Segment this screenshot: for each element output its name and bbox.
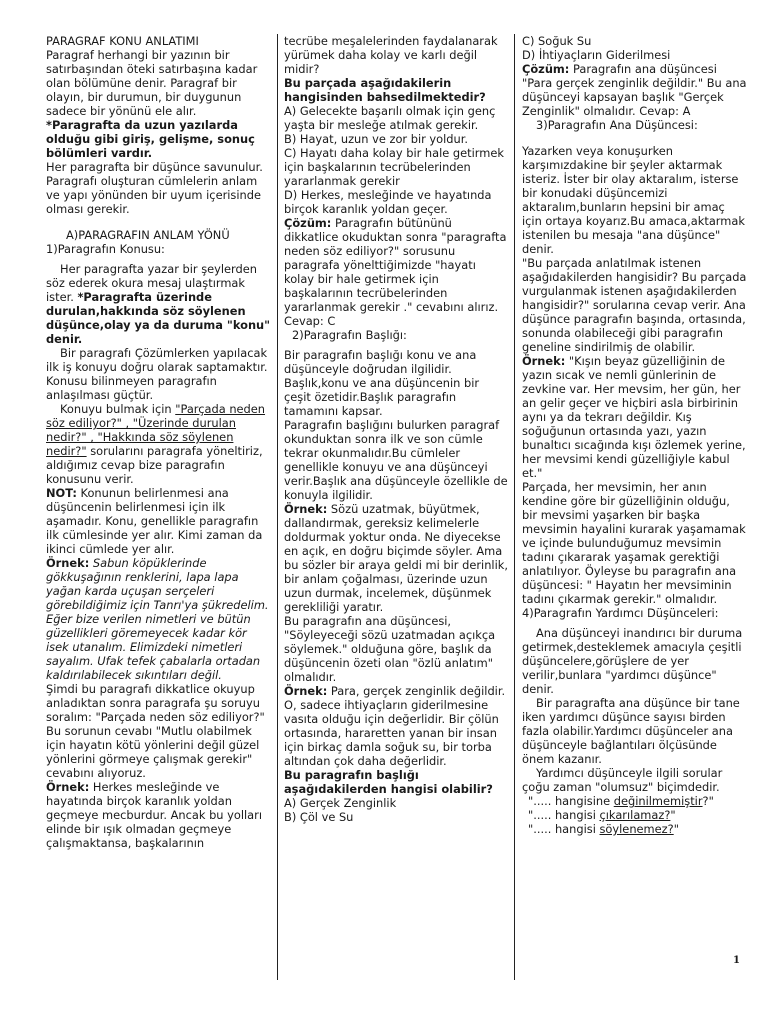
paragraph-bold: *Paragrafta da uzun yazılarda olduğu gibi giriş, gelişme, sonuç bölümleri vardır. bbox=[46, 118, 255, 160]
solution: Çözüm: Paragrafın ana düşüncesi "Para gerçek zenginlik değildir." Bu ana düşünceyi kapsayan başlık "Gerçek Zenginlik" olmalıdır. Cevap: A bbox=[522, 62, 747, 118]
section-heading: A)PARAGRAFIN ANLAM YÖNÜ bbox=[66, 228, 230, 242]
example: Örnek: Para, gerçek zenginlik değildir. O, sadece ihtiyaçların giderilmesine vasıta olduğu için değerlidir. Bir çölün ortasında, hararetten yanan bir insan için birkaç damla soğuk su, bir torba altından çok daha değerlidir. bbox=[284, 684, 506, 768]
column-divider bbox=[514, 34, 515, 980]
column-divider bbox=[277, 34, 278, 980]
note-label: NOT: bbox=[46, 486, 77, 500]
subheading: 1)Paragrafın Konusu: bbox=[46, 242, 165, 256]
paragraph: Her paragrafta yazar bir şeylerden söz ederek okura mesaj ulaştırmak ister. *Paragrafta üzerinde durulan,hakkında söz söylenen düşünce,olay ya da duruma "konu" denir. bbox=[46, 262, 271, 346]
column-3 bbox=[522, 34, 748, 836]
list-item: "..... hangisi çıkarılamaz?" bbox=[528, 808, 676, 822]
paragraph: Paragrafın başlığını bulurken paragraf okunduktan sonra ilk ve son cümle tekrar okunmalıdır.Bu cümleler genellikle konuyu ve ana düşünceyi verir.Başlık ana düşünceyle özellikle de konuyla ilgilidir. bbox=[284, 418, 508, 502]
paragraph: "Bu parçada anlatılmak istenen aşağıdakilerden hangisidir? Bu parçada vurgulanmak istenen aşağıdakilerden hangisidir?" sorularına cevap verir. Ana düşünce paragrafın başında, ortasında, sonunda olabileceği gibi paragrafın geneline sindirilmiş de olabilir. bbox=[522, 256, 747, 354]
example: Örnek: "Kışın beyaz güzelliğinin de yazın sıcak ve nemli günlerinin de zevkine var. Her mevsim, her gün, her an gelir geçer ve hiçbiri asla birbirinin aynı ya da tekrarı değildir. Kış soğuğunun ortasında yazı, yazın bunaltıcı sıcağında kışı özlemek yerine, her mevsimi kendi güzelliğiyle kabul et." bbox=[522, 354, 746, 480]
question: Bu paragrafın başlığı aşağıdakilerden hangisi olabilir? bbox=[284, 768, 493, 796]
column-1 bbox=[46, 34, 272, 850]
question: Bu parçada aşağıdakilerin hangisinden bahsedilmektedir? bbox=[284, 76, 486, 104]
option-a: A) Gelecekte başarılı olmak için genç yaşta bir mesleğe atılmak gerekir. bbox=[284, 104, 496, 132]
option-d: D) Herkes, mesleğinde ve hayatında birçok karanlık yoldan geçer. bbox=[284, 188, 492, 216]
document-title: PARAGRAF KONU ANLATIMI bbox=[46, 34, 199, 48]
paragraph: Şimdi bu paragrafı dikkatlice okuyup anladıktan sonra paragrafa şu soruyu soralım: "Parçada neden söz ediliyor?" Bu sorunun cevabı "Mutlu olabilmek için hayatın kötü yönlerini değil güzel yönlerini görmeye çalışmak gerekir" cevabını alıyoruz. bbox=[46, 682, 265, 780]
paragraph: tecrübe meşalelerinden faydalanarak yürümek daha kolay ve karlı değil midir? bbox=[284, 34, 498, 76]
option-a: A) Gerçek Zenginlik bbox=[284, 796, 397, 810]
paragraph: Bir paragrafın başlığı konu ve ana düşünceyle doğrudan ilgilidir. Başlık,konu ve ana düşüncenin bir çeşit özetidir.Başlık paragrafın tamamını kapsar. bbox=[284, 348, 480, 418]
paragraph: Parçada, her mevsimin, her anın kendine göre bir güzelliğinin olduğu, bir mevsimi yaşarken bir başka mevsimin hayalini kurarak yaşamamak ve içinde bulunduğumuz mevsimin tadını çıkararak yaşamak gerektiği anlatılıyor. Öyleyse bu paragrafın ana düşüncesi: " Hayatın her mevsiminin tadını çıkarmak gerekir." olmalıdır. bbox=[522, 480, 746, 606]
option-d: D) İhtiyaçların Giderilmesi bbox=[522, 48, 671, 62]
underlined-span: "Parçada neden söz ediliyor?" , "Üzerinde durulan nedir?" , "Hakkında söz söylenen nedir?" bbox=[46, 402, 266, 458]
paragraph: Bir paragrafı Çözümlerken yapılacak ilk iş konuyu doğru olarak saptamaktır. Konusu bilinmeyen paragrafın anlaşılması güçtür. bbox=[46, 346, 268, 402]
option-b: B) Hayat, uzun ve zor bir yoldur. bbox=[284, 132, 469, 146]
subheading: 3)Paragrafın Ana Düşüncesi: bbox=[536, 118, 698, 132]
option-c: C) Soğuk Su bbox=[522, 34, 592, 48]
paragraph: Yazarken veya konuşurken karşımızdakine bir şeyler aktarmak isteriz. İster bir olay aktaralım, isterse bir konudaki düşüncemizi aktaralım,bunların hepsini bir amaç için ortaya koyarız.Bu amaca,aktarmak istenilen bu mesaja "ana düşünce" denir. bbox=[522, 144, 745, 256]
list-item: "..... hangisine değinilmemiştir?" bbox=[528, 794, 714, 808]
subheading: 2)Paragrafın Başlığı: bbox=[292, 328, 407, 342]
example-label: Örnek: bbox=[284, 684, 328, 698]
paragraph: Bu paragrafın ana düşüncesi, "Söyleyeceği sözü uzatmadan açıkça söylemek." olduğuna göre, başlık da düşüncenin özeti olan "özlü anlatım" olmalıdır. bbox=[284, 614, 496, 684]
page-number: 1 bbox=[733, 955, 740, 966]
paragraph: Bir paragrafta ana düşünce bir tane iken yardımcı düşünce sayısı birden fazla olabilir.Yardımcı düşünceler ana düşünceyle bağlantıları ölçüsünde önem kazanır. bbox=[522, 696, 740, 766]
paragraph: Ana düşünceyi inandırıcı bir duruma getirmek,desteklemek amacıyla çeşitli düşüncelere,görüşlere de yer verilir,bunlara "yardımcı düşünce" denir. bbox=[522, 626, 743, 696]
option-c: C) Hayatı daha kolay bir hale getirmek için başkalarının tecrübelerinden yararlanmak gerekir bbox=[284, 146, 504, 188]
paragraph: Yardımcı düşünceyle ilgili sorular çoğu zaman "olumsuz" biçimdedir. bbox=[522, 766, 723, 794]
paragraph: Konuyu bulmak için "Parçada neden söz ediliyor?" , "Üzerinde durulan nedir?" , "Hakkında söz söylenen nedir?" sorularını paragrafa yöneltiriz, aldığımız cevap bize paragrafın konusunu verir. bbox=[46, 402, 266, 486]
example-label: Örnek: bbox=[284, 502, 328, 516]
solution-label: Çözüm: bbox=[522, 62, 570, 76]
example-label: Örnek: bbox=[46, 556, 90, 570]
paragraph: Her paragrafta bir düşünce savunulur. Paragrafı oluşturan cümlelerin anlam ve yapı yönünden bir uyum içerisinde olması gerekir. bbox=[46, 160, 263, 216]
example-label: Örnek: bbox=[46, 780, 90, 794]
subheading: 4)Paragrafın Yardımcı Düşünceleri: bbox=[522, 606, 719, 620]
solution: Çözüm: Paragrafın bütününü dikkatlice okuduktan sonra "paragrafta neden söz ediliyor?" sorusunu paragrafa yönelttiğimizde "hayatı kolay bir hale getirmek için başkalarının tecrübelerinden yararlanmak gerekir ." cevabını alırız. Cevap: C bbox=[284, 216, 507, 328]
bold-span: *Paragrafta üzerinde durulan,hakkında söz söylenen düşünce,olay ya da duruma "konu" denir. bbox=[46, 290, 271, 346]
example: Örnek: Herkes mesleğinde ve hayatında birçok karanlık yoldan geçmeye mecburdur. Ancak bu yolları elinde bir ışık olmadan geçmeye çalışmaktansa, başkalarının bbox=[46, 780, 263, 850]
list-item: "..... hangisi söylenemez?" bbox=[528, 822, 679, 836]
column-2 bbox=[284, 34, 508, 824]
option-b: B) Çöl ve Su bbox=[284, 810, 354, 824]
example-label: Örnek: bbox=[522, 354, 566, 368]
note: NOT: Konunun belirlenmesi ana düşüncenin belirlenmesi için ilk aşamadır. Konu, genellikle paragrafın ilk cümlesinde yer alır. Kimi zaman da ikinci cümlede yer alır. bbox=[46, 486, 263, 556]
solution-label: Çözüm: bbox=[284, 216, 332, 230]
paragraph: Paragraf herhangi bir yazının bir satırbaşından öteki satırbaşına kadar olan bölümüne denir. Paragraf bir olayın, bir durumun, bir duygunun sadece bir yönünü ele alır. bbox=[46, 48, 258, 118]
example: Örnek: Sözü uzatmak, büyütmek, dallandırmak, gereksiz kelimelerle doldurmak yoktur onda. Ne diyecekse en açık, en doğru biçimde söyler. Ama bu sözler bir araya geldi mi bir derinlik, bir anlam çoğalması, üzerinde uzun uzun durmak, incelemek, düşünmek gerekliliği yaratır. bbox=[284, 502, 508, 614]
example: Örnek: Sabun köpüklerinde gökkuşağının renklerini, lapa lapa yağan karda uçuşan serçeleri görebildiğimiz için Tanrı'ya şükredelim. Eğer bize verilen nimetleri ve bütün güzellikleri göremeyecek kadar kör isek utanalım. Elimizdeki nimetleri sayalım. Ufak tefek çabalarla ortadan kaldırılabilecek sıkıntıları değil. bbox=[46, 556, 269, 682]
